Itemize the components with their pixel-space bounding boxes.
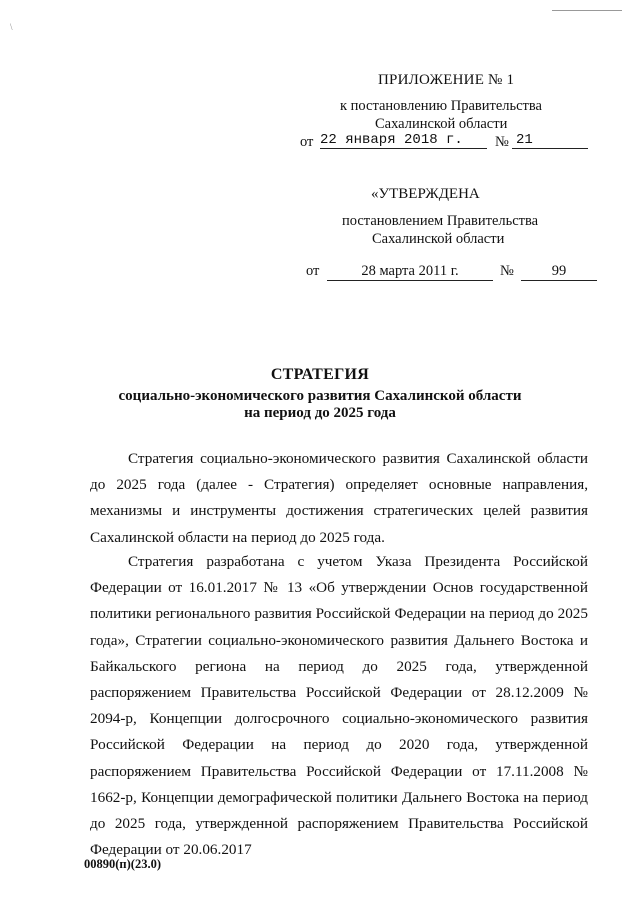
scan-mark: \	[10, 22, 13, 32]
document-subtitle: социально-экономического развития Сахалинской области	[118, 388, 522, 404]
appendix-from-label: от	[300, 134, 314, 150]
appendix-region: Сахалинской области	[375, 116, 508, 132]
approval-number: 99	[521, 263, 597, 281]
form-code: 00890(п)(23.0)	[84, 857, 161, 871]
appendix-to-decree: к постановлению Правительства	[340, 98, 542, 114]
approval-from-label: от	[306, 263, 320, 279]
approval-heading: «УТВЕРЖДЕНА	[371, 186, 480, 202]
paragraph-1: Стратегия социально-экономического развития Сахалинской области до 2025 года (далее - Стратегия) определяет основные направления, механизмы и инструменты достижения стратегических целей развития Сахалинской области на период до 2025 года.	[90, 450, 588, 546]
approval-decree: постановлением Правительства	[342, 213, 539, 229]
appendix-date: 22 января 2018 г.	[320, 132, 487, 149]
document-title: СТРАТЕГИЯ	[270, 366, 370, 383]
document-subtitle-period: на период до 2025 года	[244, 405, 396, 421]
approval-number-label: №	[500, 263, 514, 279]
appendix-number-label: №	[495, 134, 509, 150]
approval-date: 28 марта 2011 г.	[327, 263, 493, 281]
approval-region: Сахалинской области	[372, 231, 505, 247]
paragraph-2: Стратегия разработана с учетом Указа Президента Российской Федерации от 16.01.2017 № 13 «Об утверждении Основ государственной политики регионального развития Российской Федерации на период до 2025 года», Стратегии социально-экономического развития Дальнего Востока и Байкальского региона на период до 2025 года, утвержденной распоряжением Правительства Российской Федерации от 28.12.2009 № 2094-р, Концепции долгосрочного социально-экономического развития Российской Федерации на период до 2020 года, утвержденной распоряжением Правительства Российской Федерации от 17.11.2008 № 1662-р, Концепции демографической политики Дальнего Востока на период до 2025 года, утвержденной распоряжением Правительства Российской Федерации от 20.06.2017	[90, 553, 588, 859]
appendix-title: ПРИЛОЖЕНИЕ № 1	[378, 72, 515, 88]
scan-edge-line	[552, 10, 622, 11]
appendix-number: 21	[512, 132, 588, 149]
